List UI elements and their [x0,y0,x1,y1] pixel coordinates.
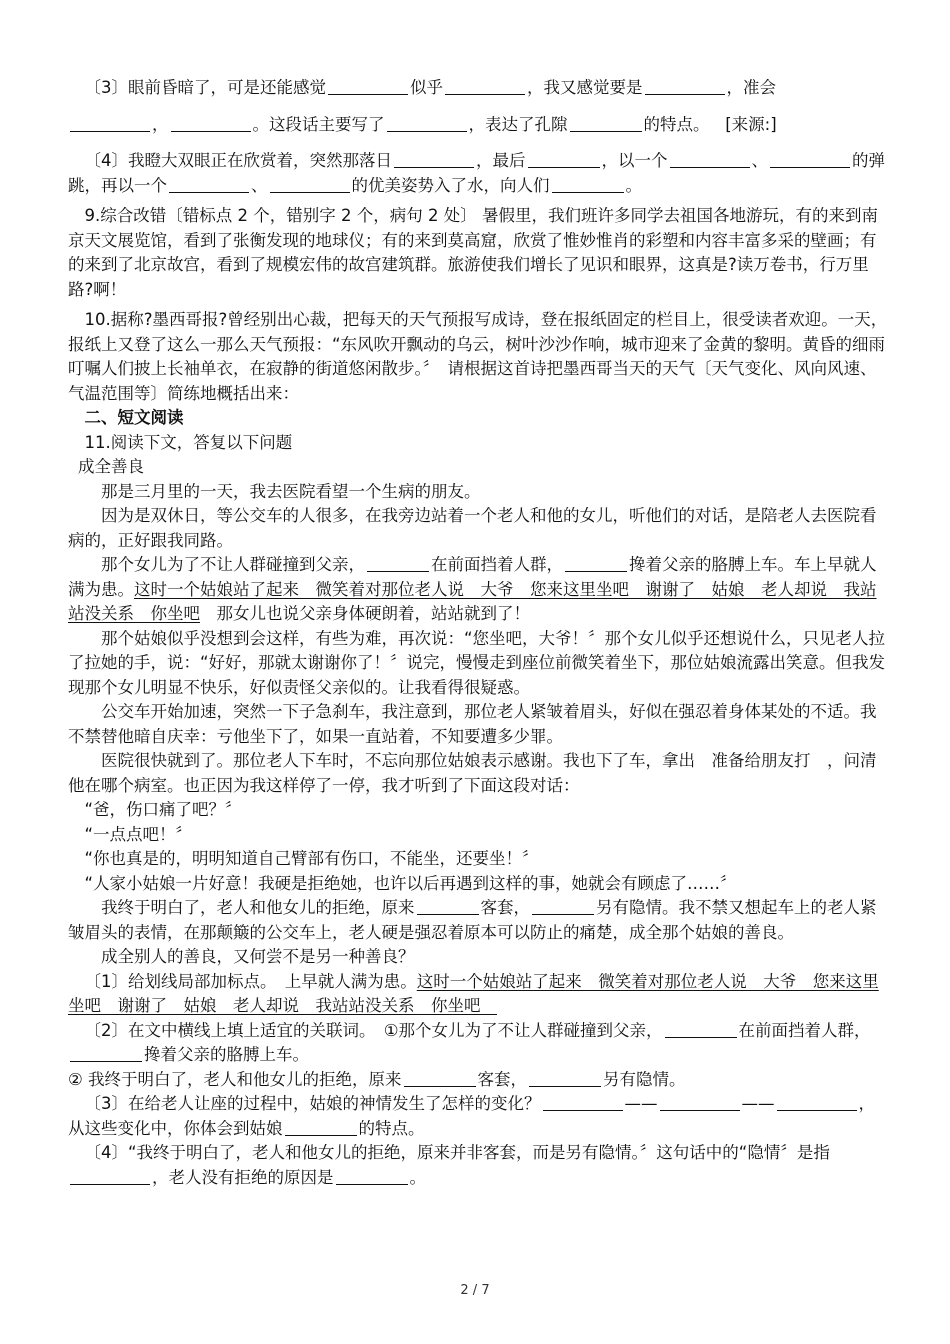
article-title: 成全善良 [78,457,144,476]
article-paragraph: 因为是双休日，等公交车的人很多，在我旁边站着一个老人和他的女儿，听他们的对话，是陪老人去医院看病的，正好跟我同路。 [68,506,877,550]
answer-blank[interactable] [328,78,408,96]
article-paragraph: 那个女儿为了不让人群碰撞到父亲， 在前面挡着人群， 搀着父亲的胳膊上车。车上早就人满为患。这时一个姑娘站了起来 微笑着对那位老人说 大爷 您来这里坐吧 谢谢了 姑娘 老人却说 我站站没关系 你坐吧 那女儿也说父亲身体硬朗着，站站就到了！ [68,555,877,623]
section-heading: 二、短文阅读 [84,408,184,427]
answer-blank[interactable] [417,898,479,916]
article-paragraph: 那是三月里的一天，我去医院看望一个生病的朋友。 [101,481,481,501]
answer-blank[interactable] [670,151,750,169]
answer-blank[interactable] [387,114,467,132]
question-11: 11.阅读下文，答复以下问题 [84,432,293,452]
answer-blank[interactable] [336,1167,408,1185]
document-body [68,76,888,1190]
page-number: 2 / 7 [460,1283,490,1298]
article-paragraph: 那个姑娘似乎没想到会这样，有些为难，再次说：“您坐吧，大爷！〞那个女儿似乎还想说什么，只见老人拉了拉她的手，说：“好好，那就太谢谢你了！〞说完，慢慢走到座位前微笑着坐下，那位姑娘流露出笑意。但我发现那个女儿明显不快乐，好似责怪父亲似的。让我看得很疑惑。 [68,628,886,697]
answer-blank[interactable] [529,1069,601,1087]
answer-blank[interactable] [528,151,600,169]
question-10: 10.据称?墨西哥报?曾经别出心裁，把每天的天气预报写成诗，登在报纸固定的栏目上，很受读者欢迎。一天，报纸上又登了这么一那么天气预报：“东风吹开飘动的乌云，树叶沙沙作响，城市迎来了金黄的黎明。黄昏的细雨叮嘱人们披上长袖单衣，在寂静的街道悠闲散步。〞 请根据这首诗把墨西哥当天的天气〔天气变化、风向风速、气温范围等〕简练地概括出来： [68,310,888,403]
sub-question-2: 〔2〕在文中横线上填上适宜的关联词。 ①那个女儿为了不让人群碰撞到父亲， 在前面挡着人群，搀着父亲的胳膊上车。 [68,1019,888,1068]
sub-question-3: 〔3〕在给老人让座的过程中，姑娘的神情发生了怎样的变化？ —— —— ，从这些变化中，你体会到姑娘 的特点。 [68,1094,875,1138]
dialogue-line: “人家小姑娘一片好意！我硬是拒绝她，也许以后再遇到这样的事，她就会有顾虑了……〞 [84,873,737,893]
source-note: [来源:] [725,114,777,134]
answer-blank[interactable] [394,151,474,169]
answer-blank[interactable] [445,78,525,96]
answer-blank[interactable] [543,1094,623,1112]
answer-blank[interactable] [777,1094,857,1112]
question-4: 〔4〕我瞪大双眼正在欣赏着，突然那落日 ，最后 ，以一个 、 的弹跳，再以一个 、 的优美姿势入了水，向人们 。 [68,151,885,195]
answer-blank[interactable] [70,1167,150,1185]
article-paragraph: 我终于明白了，老人和他女儿的拒绝，原来 客套， 另有隐情。我不禁又想起车上的老人紧皱眉头的表情，在那颠簸的公交车上，老人硬是强忍着原本可以防止的痛楚，成全那个姑娘的善良。 [68,898,877,942]
answer-blank[interactable] [665,1020,737,1038]
answer-blank[interactable] [570,114,642,132]
sub-question-1: 〔1〕给划线局部加标点。 上早就人满为患。这时一个姑娘站了起来 微笑着对那位老人说 大爷 您来这里坐吧 谢谢了 姑娘 老人却说 我站站没关系 你坐吧 [68,971,879,1015]
answer-blank[interactable] [565,555,627,573]
answer-blank[interactable] [171,114,251,132]
dialogue-line: “你也真是的，明明知道自己臂部有伤口，不能坐，还要坐！〞 [84,849,539,868]
answer-blank[interactable] [285,1118,357,1136]
answer-blank[interactable] [70,1045,142,1063]
sub-question-2-part2: ② 我终于明白了，老人和他女儿的拒绝，原来 客套， 另有隐情。 [68,1069,686,1089]
dialogue-line: “一点点吧！〞 [84,824,193,844]
underlined-passage: 这时一个姑娘站了起来 微笑着对那位老人说 大爷 您来这里坐吧 谢谢了 姑娘 老人却说 我站站没关系 你坐吧 [68,579,877,623]
answer-blank[interactable] [367,555,429,573]
answer-blank[interactable] [770,151,850,169]
answer-blank[interactable] [660,1094,740,1112]
sub-question-4: 〔4〕“我终于明白了，老人和他女儿的拒绝，原来并非客套，而是另有隐情。〞这句话中的“隐情〞是指，老人没有拒绝的原因是 。 [68,1141,888,1190]
underlined-passage: 这时一个姑娘站了起来 微笑着对那位老人说 大爷 您来这里坐吧 谢谢了 姑娘 老人却说 我站站没关系 你坐吧 [68,971,879,1015]
article-paragraph: 医院很快就到了。那位老人下车时，不忘向那位姑娘表示感谢。我也下了车，拿出 准备给朋友打 ，问清他在哪个病室。也正因为我这样停了一停，我才听到了下面这段对话： [68,751,877,795]
answer-blank[interactable] [552,175,624,193]
question-3-cont: ， 。这段话主要写了 ，表达了孔隙 的特点。 [来源:] [68,113,888,138]
answer-blank[interactable] [532,898,594,916]
answer-blank[interactable] [404,1069,476,1087]
answer-blank[interactable] [645,78,725,96]
question-3: 〔3〕眼前昏暗了，可是还能感觉 似乎 ，我又感觉要是 ，准会 [84,78,776,97]
answer-blank[interactable] [270,175,350,193]
question-9: 9.综合改错〔错标点 2 个，错别字 2 个，病句 2 处〕 暑假里，我们班许多同学去祖国各地游玩，有的来到南京天文展览馆，看到了张衡发现的地球仪；有的来到莫高窟，欣赏了惟妙惟肖的彩塑和内容丰富多采的壁画；有的来到了北京故宫，看到了规模宏伟的故宫建筑群。旅游使我们增长了见识和眼界，这真是?读万卷书，行万里路?啊！ [68,206,878,299]
answer-blank[interactable] [70,114,150,132]
dialogue-line: “爸，伤口痛了吧？〞 [84,800,242,819]
answer-blank[interactable] [169,175,249,193]
article-paragraph: 成全别人的善良，又何尝不是另一种善良？ [101,947,415,966]
article-paragraph: 公交车开始加速，突然一下子急刹车，我注意到，那位老人紧皱着眉头，好似在强忍着身体某处的不适。我不禁替他暗自庆幸：亏他坐下了，如果一直站着，不知要遭多少罪。 [68,702,877,746]
